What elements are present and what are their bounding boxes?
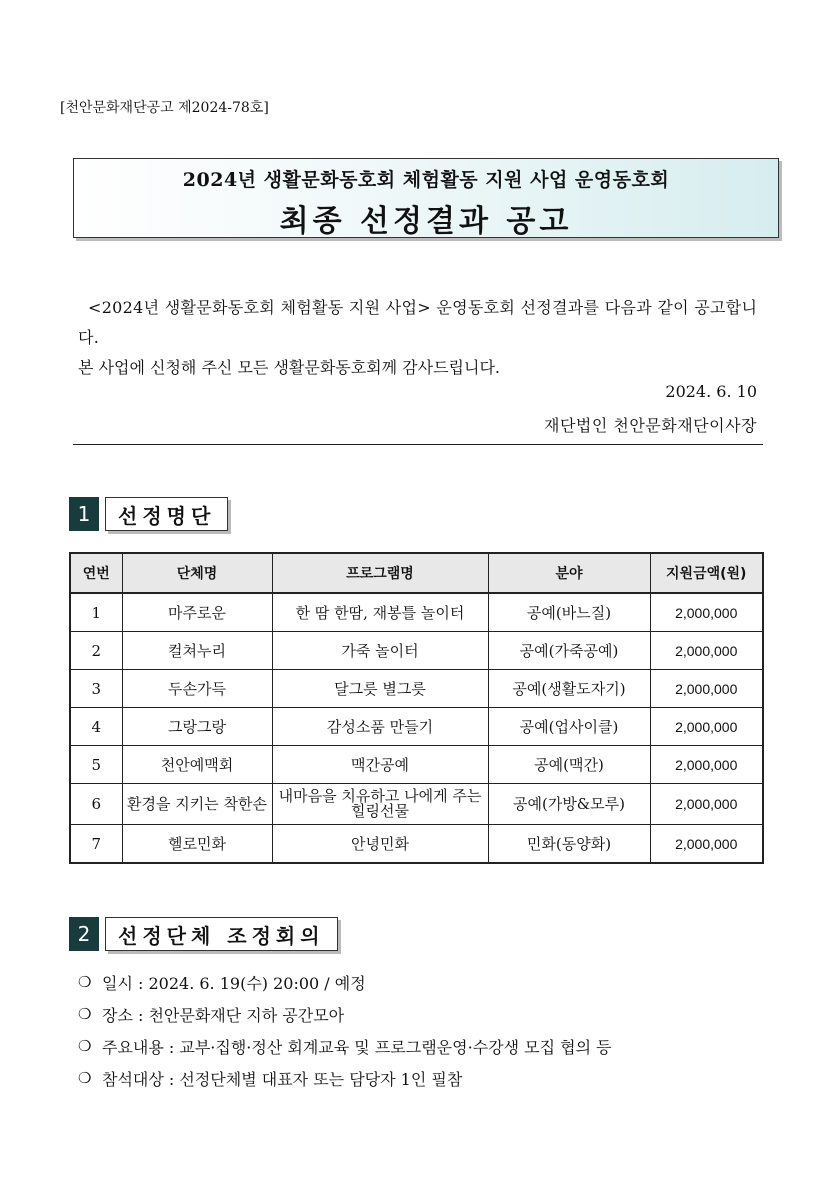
cell-program: 내마음을 치유하고 나에게 주는 힐링선물: [272, 784, 488, 825]
circle-bullet-icon: ❍: [78, 1005, 92, 1023]
intro-line-1: <2024년 생활문화동호회 체험활동 지원 사업> 운영동호회 선정결과를 다음과 같이 공고합니다.: [78, 298, 758, 347]
cell-field: 공예(맥간): [488, 746, 650, 784]
cell-field: 공예(바느질): [488, 593, 650, 632]
section-2-header: [69, 917, 338, 951]
col-header-program: 프로그램명: [272, 553, 488, 593]
table-row: [70, 825, 763, 864]
cell-field: 공예(생활도자기): [488, 670, 650, 708]
meeting-details: [78, 966, 612, 1094]
cell-number: 6: [70, 784, 122, 825]
cell-amount: 2,000,000: [650, 746, 763, 784]
table-row: [70, 632, 763, 670]
list-item: [78, 1030, 612, 1062]
title-box: [73, 158, 779, 238]
cell-number: 1: [70, 593, 122, 632]
cell-program: 가죽 놀이터: [272, 632, 488, 670]
announcement-date: 2024. 6. 10: [665, 382, 757, 401]
cell-group: 그랑그랑: [122, 708, 272, 746]
cell-group: 두손가득: [122, 670, 272, 708]
signer: 재단법인 천안문화재단이사장: [543, 416, 757, 435]
section-2-number: 2: [69, 917, 99, 951]
cell-group: 환경을 지키는 착한손: [122, 784, 272, 825]
cell-program: 맥간공예: [272, 746, 488, 784]
cell-program: 한 땀 한땀, 재봉틀 놀이터: [272, 593, 488, 632]
selection-table: [69, 552, 764, 864]
cell-amount: 2,000,000: [650, 708, 763, 746]
intro-text: [78, 293, 758, 383]
meeting-attendees: 참석대상 : 선정단체별 대표자 또는 담당자 1인 필참: [102, 1069, 463, 1089]
table-row: [70, 784, 763, 825]
table-row: [70, 593, 763, 632]
cell-number: 2: [70, 632, 122, 670]
document-subtitle: 2024년 생활문화동호회 체험활동 지원 사업 운영동호회: [182, 169, 670, 191]
list-item: [78, 966, 612, 998]
meeting-location: 장소 : 천안문화재단 지하 공간모아: [102, 1005, 345, 1025]
cell-amount: 2,000,000: [650, 593, 763, 632]
cell-amount: 2,000,000: [650, 670, 763, 708]
list-item: [78, 998, 612, 1030]
col-header-number: 연번: [70, 553, 122, 593]
meeting-agenda: 주요내용 : 교부·집행·정산 회계교육 및 프로그램운영·수강생 모집 협의 등: [102, 1037, 612, 1057]
table-row: [70, 670, 763, 708]
section-1-title: 선정명단: [105, 497, 228, 531]
cell-amount: 2,000,000: [650, 784, 763, 825]
cell-number: 3: [70, 670, 122, 708]
notice-number: [천안문화재단공고 제2024-78호]: [60, 100, 269, 116]
cell-program: 안녕민화: [272, 825, 488, 864]
cell-group: 마주로운: [122, 593, 272, 632]
circle-bullet-icon: ❍: [78, 1069, 92, 1087]
cell-amount: 2,000,000: [650, 632, 763, 670]
intro-line-2: 본 사업에 신청해 주신 모든 생활문화동호회께 감사드립니다.: [78, 358, 501, 377]
section-1-header: [69, 497, 228, 531]
cell-field: 공예(가죽공예): [488, 632, 650, 670]
cell-program: 감성소품 만들기: [272, 708, 488, 746]
section-1-number: 1: [69, 497, 99, 531]
cell-group: 컬쳐누리: [122, 632, 272, 670]
table-header-row: [70, 553, 763, 593]
cell-program: 달그릇 별그릇: [272, 670, 488, 708]
cell-group: 천안예맥회: [122, 746, 272, 784]
cell-field: 공예(가방&모루): [488, 784, 650, 825]
cell-number: 4: [70, 708, 122, 746]
cell-group: 헬로민화: [122, 825, 272, 864]
cell-field: 공예(업사이클): [488, 708, 650, 746]
section-2-title: 선정단체 조정회의: [105, 917, 338, 951]
circle-bullet-icon: ❍: [78, 973, 92, 991]
meeting-datetime: 일시 : 2024. 6. 19(수) 20:00 / 예정: [102, 973, 366, 993]
circle-bullet-icon: ❍: [78, 1037, 92, 1055]
list-item: [78, 1062, 612, 1094]
col-header-group: 단체명: [122, 553, 272, 593]
col-header-field: 분야: [488, 553, 650, 593]
cell-amount: 2,000,000: [650, 825, 763, 864]
table-row: [70, 708, 763, 746]
table-row: [70, 746, 763, 784]
cell-number: 5: [70, 746, 122, 784]
divider: [73, 444, 763, 445]
document-title: 최종 선정결과 공고: [279, 204, 573, 239]
cell-field: 민화(동양화): [488, 825, 650, 864]
col-header-amount: 지원금액(원): [650, 553, 763, 593]
cell-number: 7: [70, 825, 122, 864]
